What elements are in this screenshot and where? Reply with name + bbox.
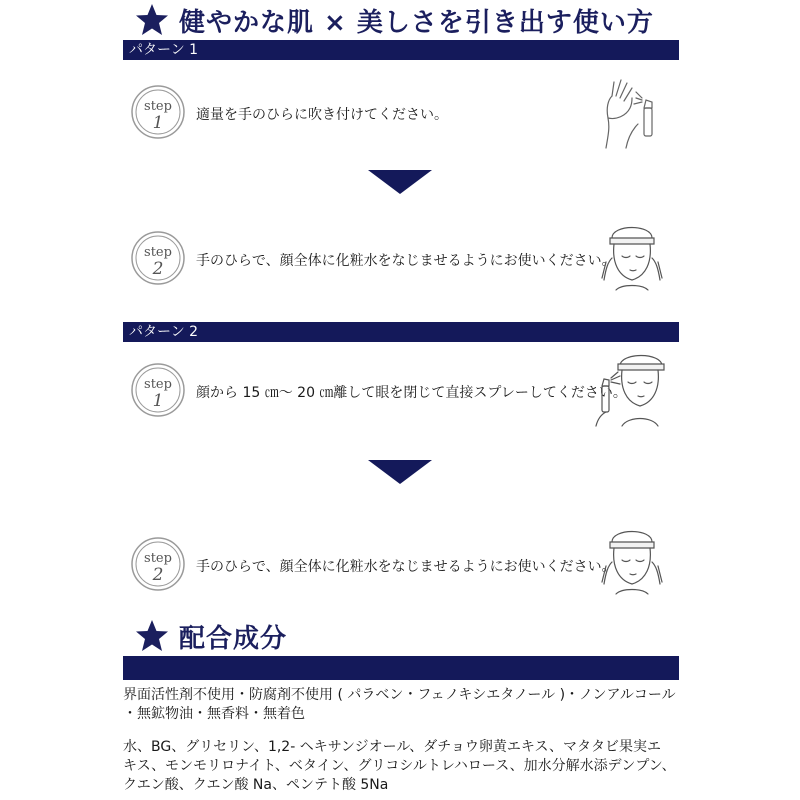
ingredients-bar [123, 656, 679, 680]
ingredients-line-2: キス、モンモリロナイト、ベタイン、グリコシルトレハロース、加水分解水添デンプン、 [123, 758, 676, 774]
usage-heading-text: 健やかな肌 × 美しさを引き出す使い方 [179, 7, 654, 38]
free-from-line-1: 界面活性剤不使用・防腐剤不使用 ( パラベン・フェノキシエタノール )・ノンアルコール [123, 687, 676, 703]
ingredients-line-3: クエン酸、クエン酸 Na、ペンテト酸 5Na [123, 777, 389, 793]
face-hands-illustration [596, 218, 668, 298]
step-number: 2 [152, 565, 164, 585]
step-number: 2 [152, 259, 164, 279]
step-word: step [144, 99, 172, 114]
ingredients-heading [135, 618, 287, 654]
step-badge-icon [130, 230, 186, 286]
ingredients-free-from [123, 686, 679, 724]
step-badge-icon [130, 536, 186, 592]
free-from-line-2: ・無鉱物油・無香料・無着色 [123, 706, 305, 722]
face-hands-illustration [596, 522, 668, 602]
step-badge-icon [130, 362, 186, 418]
p1-step1-text: 適量を手のひらに吹き付けてください。 [196, 107, 448, 123]
p1-step1-badge [130, 84, 186, 144]
usage-heading [135, 2, 654, 38]
p2-step2-badge [130, 536, 186, 596]
down-arrow-icon [368, 170, 432, 194]
ingredients-list [123, 738, 679, 795]
step-word: step [144, 245, 172, 260]
step-word: step [144, 551, 172, 566]
pattern-2-label: パターン 2 [129, 324, 199, 340]
step-word: step [144, 377, 172, 392]
p2-step1-text: 顔から 15 ㎝～ 20 ㎝離して眼を閉じて直接スプレーしてください。 [196, 385, 627, 401]
pattern-1-bar [123, 40, 679, 60]
hand-spray-illustration [596, 78, 666, 150]
p1-step2-badge [130, 230, 186, 290]
ingredients-line-1: 水、BG、グリセリン、1,2- ヘキサンジオール、ダチョウ卵黄エキス、マタタビ果実エ [123, 739, 661, 755]
step-badge-icon [130, 84, 186, 140]
face-spray-illustration [592, 346, 674, 430]
p2-step1-badge [130, 362, 186, 422]
down-arrow-icon [368, 460, 432, 484]
pattern-2-bar [123, 322, 679, 342]
step-number: 1 [152, 391, 164, 411]
p2-step2-text: 手のひらで、顔全体に化粧水をなじませるようにお使いください。 [196, 559, 616, 575]
pattern-1-label: パターン 1 [129, 42, 199, 58]
star-icon [135, 3, 169, 37]
p1-step2-text: 手のひらで、顔全体に化粧水をなじませるようにお使いください。 [196, 253, 616, 269]
step-number: 1 [152, 113, 164, 133]
star-icon [135, 619, 169, 653]
ingredients-heading-text: 配合成分 [179, 623, 288, 654]
